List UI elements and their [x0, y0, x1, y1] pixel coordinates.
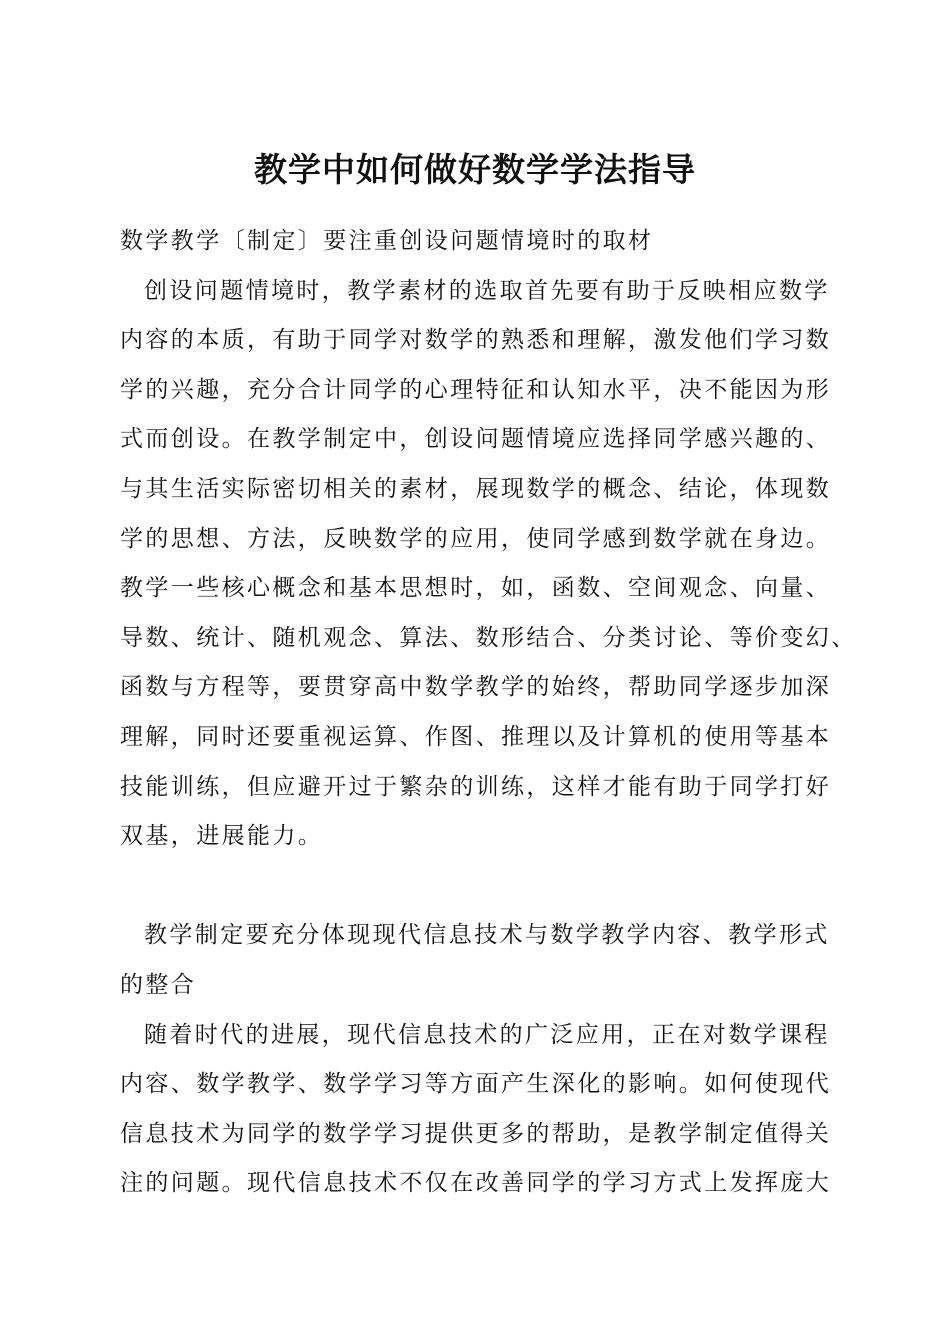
- paragraph-line: 双基，进展能力。: [120, 823, 324, 850]
- document-body: [120, 217, 857, 1209]
- paragraph-line: 注的问题。现代信息技术不仅在改善同学的学习方式上发挥庞大: [120, 1170, 832, 1197]
- paragraph-line: 学的思想、方法，反映数学的应用，使同学感到数学就在身边。: [120, 525, 832, 552]
- section1-heading: 数学教学〔制定〕要注重创设问题情境时的取材: [120, 228, 654, 254]
- paragraph-line: 技能训练，但应避开过于繁杂的训练，这样才能有助于同学打好: [120, 773, 832, 800]
- paragraph-line: 学的兴趣，充分合计同学的心理特征和认知水平，决不能因为形: [120, 376, 832, 403]
- paragraph-line: 与其生活实际密切相关的素材，展现数学的概念、结论，体现数: [120, 475, 832, 502]
- paragraph-line: 式而创设。在教学制定中，创设问题情境应选择同学感兴趣的、: [120, 426, 832, 453]
- document-title: 教学中如何做好数学学法指导: [254, 150, 696, 189]
- paragraph-line: 创设问题情境时，教学素材的选取首先要有助于反映相应数学: [144, 277, 830, 304]
- paragraph-line: 内容的本质，有助于同学对数学的熟悉和理解，激发他们学习数: [120, 327, 832, 354]
- paragraph-line: 信息技术为同学的数学学习提供更多的帮助，是教学制定值得关: [120, 1120, 832, 1147]
- paragraph-line: 导数、统计、随机观念、算法、数形结合、分类讨论、等价变幻、: [120, 624, 857, 651]
- section2-heading: 教学制定要充分体现现代信息技术与数学教学内容、教学形式: [144, 922, 830, 949]
- blank-line: [120, 862, 840, 912]
- paragraph-line: 教学一些核心概念和基本思想时，如，函数、空间观念、向量、: [120, 575, 832, 602]
- paragraph-line: 随着时代的进展，现代信息技术的广泛应用，正在对数学课程: [144, 1021, 830, 1048]
- section2-heading: 的整合: [120, 971, 197, 998]
- paragraph-line: 函数与方程等，要贯穿高中数学教学的始终，帮助同学逐步加深: [120, 674, 832, 701]
- paragraph-line: 理解，同时还要重视运算、作图、推理以及计算机的使用等基本: [120, 723, 832, 750]
- paragraph-line: 内容、数学教学、数学学习等方面产生深化的影响。如何使现代: [120, 1071, 832, 1098]
